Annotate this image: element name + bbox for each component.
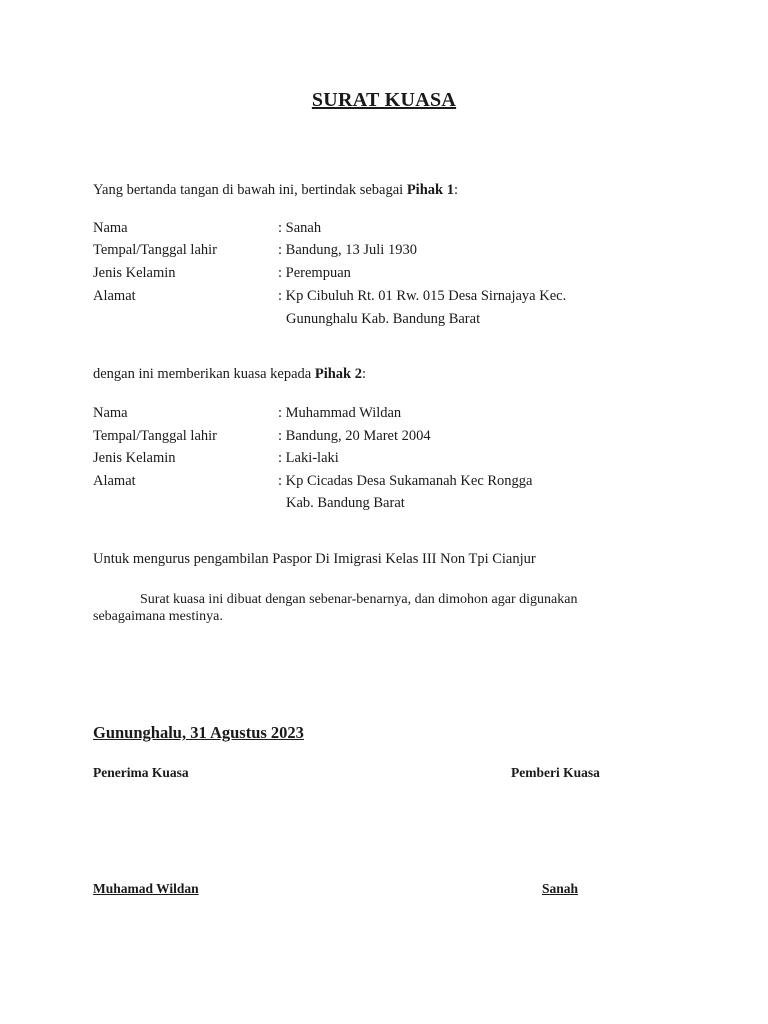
- intro-colon: :: [453, 182, 458, 198]
- pihak1-nama-label: Nama: [93, 220, 128, 236]
- pihak1-jk-label: Jenis Kelamin: [93, 265, 176, 281]
- intro-line: [93, 181, 458, 199]
- pihak2-jk-label: Jenis Kelamin: [93, 450, 176, 466]
- pihak2-ttl-value: : Bandung, 20 Maret 2004: [278, 428, 431, 444]
- pihak2-alamat-label: Alamat: [93, 473, 136, 489]
- pihak1-ttl-value: : Bandung, 13 Juli 1930: [278, 242, 417, 258]
- grantor-label: Pemberi Kuasa: [511, 765, 600, 780]
- transfer-colon: :: [362, 366, 367, 382]
- pihak1-alamat-value-2: Gununghalu Kab. Bandung Barat: [286, 311, 481, 327]
- purpose-text: Untuk mengurus pengambilan Paspor Di Imigrasi Kelas III Non Tpi Cianjur: [93, 551, 536, 567]
- pihak1-alamat-label: Alamat: [93, 288, 136, 304]
- pihak1-ttl-label: Tempal/Tanggal lahir: [93, 242, 217, 258]
- pihak2-ttl-label: Tempal/Tanggal lahir: [93, 428, 217, 444]
- closing-line-1: Surat kuasa ini dibuat dengan sebenar-benarnya, dan dimohon agar digunakan: [140, 592, 578, 607]
- transfer-text: dengan ini memberikan kuasa kepada: [93, 366, 315, 382]
- pihak1-label: Pihak 1: [406, 182, 454, 198]
- pihak1-nama-value: : Sanah: [278, 220, 322, 236]
- place-date: Gununghalu, 31 Agustus 2023: [93, 723, 304, 742]
- intro-text: Yang bertanda tangan di bawah ini, bertindak sebagai: [93, 182, 407, 198]
- document-title: SURAT KUASA: [311, 89, 457, 111]
- pihak1-alamat-value-1: : Kp Cibuluh Rt. 01 Rw. 015 Desa Sirnajaya Kec.: [278, 288, 567, 304]
- pihak1-jk-value: : Perempuan: [278, 265, 351, 281]
- transfer-line: [93, 365, 366, 383]
- grantor-name: Sanah: [542, 881, 579, 896]
- pihak2-label: Pihak 2: [314, 366, 362, 382]
- pihak2-jk-value: : Laki-laki: [278, 450, 339, 466]
- closing-line-2: sebagaimana mestinya.: [93, 609, 223, 624]
- pihak2-nama-value: : Muhammad Wildan: [278, 405, 402, 421]
- pihak2-alamat-value-1: : Kp Cicadas Desa Sukamanah Kec Rongga: [278, 473, 533, 489]
- recipient-name: Muhamad Wildan: [93, 881, 199, 896]
- pihak2-nama-label: Nama: [93, 405, 128, 421]
- pihak2-alamat-value-2: Kab. Bandung Barat: [286, 495, 405, 511]
- recipient-label: Penerima Kuasa: [93, 765, 189, 780]
